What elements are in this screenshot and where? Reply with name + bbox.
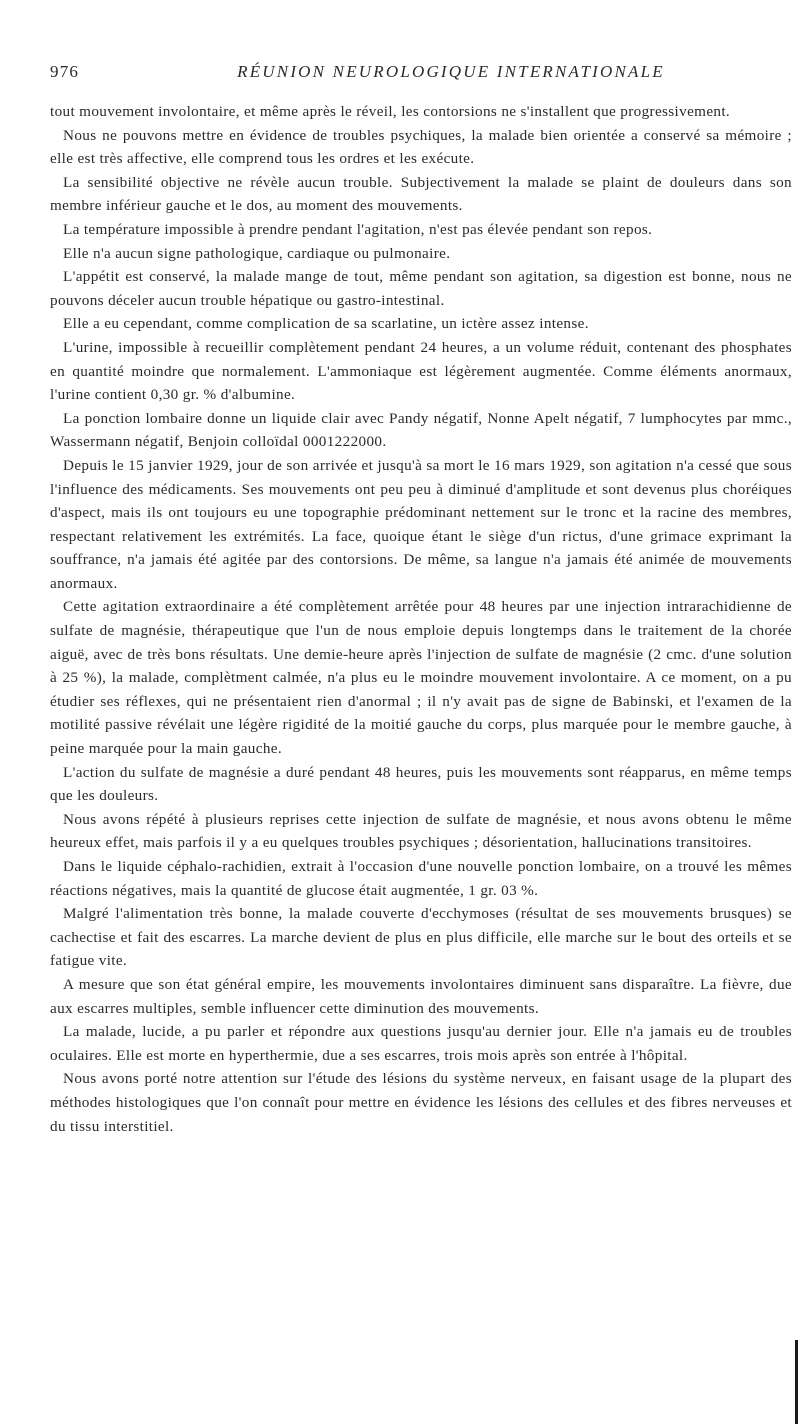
paragraph: La ponction lombaire donne un liquide clair avec Pandy négatif, Nonne Apelt négatif, 7 lumphocytes par mmc., Wassermann négatif, Benjoin colloïdal 0001222000.	[50, 409, 792, 451]
paragraph: Nous ne pouvons mettre en évidence de troubles psychiques, la malade bien orientée a conservé sa mémoire ; elle est très affective, elle comprend tous les ordres et les exécute.	[50, 126, 792, 168]
paragraph: La malade, lucide, a pu parler et répondre aux questions jusqu'au dernier jour. Elle n'a jamais eu de troubles oculaires. Elle est morte en hyperthermie, due a ses escarres, trois mois après son entrée à l'hôpital.	[50, 1023, 792, 1064]
paragraph: tout mouvement involontaire, et même après le réveil, les contorsions ne s'installent que progressivement.	[50, 103, 731, 120]
paragraph: La sensibilité objective ne révèle aucun trouble. Subjectivement la malade se plaint de douleurs dans son membre inférieur gauche et le dos, au moment des mouvements.	[50, 173, 792, 215]
paragraph: L'urine, impossible à recueillir complètement pendant 24 heures, a un volume réduit, contenant des phosphates en quantité moindre que normalement. L'ammoniaque est légèrement augmentée. Comme éléments anormaux, l'urine contient 0,30 gr. % d'albumine.	[50, 338, 792, 404]
paragraph: L'appétit est conservé, la malade mange de tout, même pendant son agitation, sa digestion est bonne, nous ne pouvons déceler aucun trouble hépatique ou gastro-intestinal.	[50, 268, 792, 309]
running-title: RÉUNION NEUROLOGIQUE INTERNATIONALE	[237, 62, 665, 81]
paragraph: Cette agitation extraordinaire a été complètement arrêtée pour 48 heures par une injection intrarachidienne de sulfate de magnésie, thérapeutique que l'un de nous emploie depuis longtemps dans le traitement de la chorée aiguë, avec de très bons résultats. Une demie-heure après l'injection de sulfate de magnésie (2 cmc. d'une solution à 25 %), la malade, complètment calmée, n'a plus eu le moindre mouvement involontaire. A ce moment, on a pu étudier ses réflexes, qui ne présentaient rien d'anormal ; il n'y avait pas de signe de Babinski, et l'examen de la motilité passive révélait une légère rigidité de la moitié gauche du corps, plus marquée pour le membre gauche, à peine marquée pour la main gauche.	[50, 598, 792, 758]
page-header	[50, 58, 792, 88]
paragraph: Depuis le 15 janvier 1929, jour de son arrivée et jusqu'à sa mort le 16 mars 1929, son agitation n'a cessé que sous l'influence des médicaments. Ses mouvements ont peu peu à diminué d'amplitude et sont devenus plus choréiques d'aspect, mais ils ont toujours eu une topographie prédominant nettement sur le tronc et la racine des membres, respectant relativement les extrémités. La face, quoique étant le siège d'un rictus, d'une grimace exprimant la souffrance, n'a jamais été agitée par des contorsions. De même, sa langue n'a jamais été animée de mouvements anormaux.	[50, 456, 792, 592]
paragraph: Nous avons porté notre attention sur l'étude des lésions du système nerveux, en faisant usage de la plupart des méthodes histologiques que l'on connaît pour mettre en évidence les lésions des cellules et des fibres nerveuses et du tissu interstitiel.	[50, 1070, 792, 1135]
paragraph: Elle a eu cependant, comme complication de sa scarlatine, un ictère assez intense.	[63, 315, 589, 333]
paragraph: Dans le liquide céphalo-rachidien, extrait à l'occasion d'une nouvelle ponction lombaire, on a trouvé les mêmes réactions négatives, mais la quantité de glucose était augmentée, 1 gr. 03 %.	[50, 858, 792, 899]
paragraph: L'action du sulfate de magnésie a duré pendant 48 heures, puis les mouvements sont réapparus, en même temps que les douleurs.	[50, 763, 792, 805]
paragraph: Malgré l'alimentation très bonne, la malade couverte d'ecchymoses (résultat de ses mouvements brusques) se cachectise et fait des escarres. La marche devient de plus en plus difficile, elle marche sur le bout des orteils et se fatigue vite.	[50, 905, 792, 970]
body-text	[50, 100, 792, 1138]
page	[50, 58, 792, 1138]
paragraph: Elle n'a aucun signe pathologique, cardiaque ou pulmonaire.	[63, 244, 451, 262]
paragraph: A mesure que son état général empire, les mouvements involontaires diminuent sans disparaître. La fièvre, due aux escarres multiples, semble influencer cette diminution des mouvements.	[50, 975, 792, 1017]
page-number: 976	[50, 62, 80, 81]
paragraph: Nous avons répété à plusieurs reprises cette injection de sulfate de magnésie, et nous avons obtenu le même heureux effet, mais parfois il y a eu quelques troubles psychiques ; désorientation, hallucinations transitoires.	[50, 810, 792, 852]
page-edge-mark	[795, 1340, 798, 1424]
paragraph: La température impossible à prendre pendant l'agitation, n'est pas élevée pendant son repos.	[63, 220, 653, 238]
